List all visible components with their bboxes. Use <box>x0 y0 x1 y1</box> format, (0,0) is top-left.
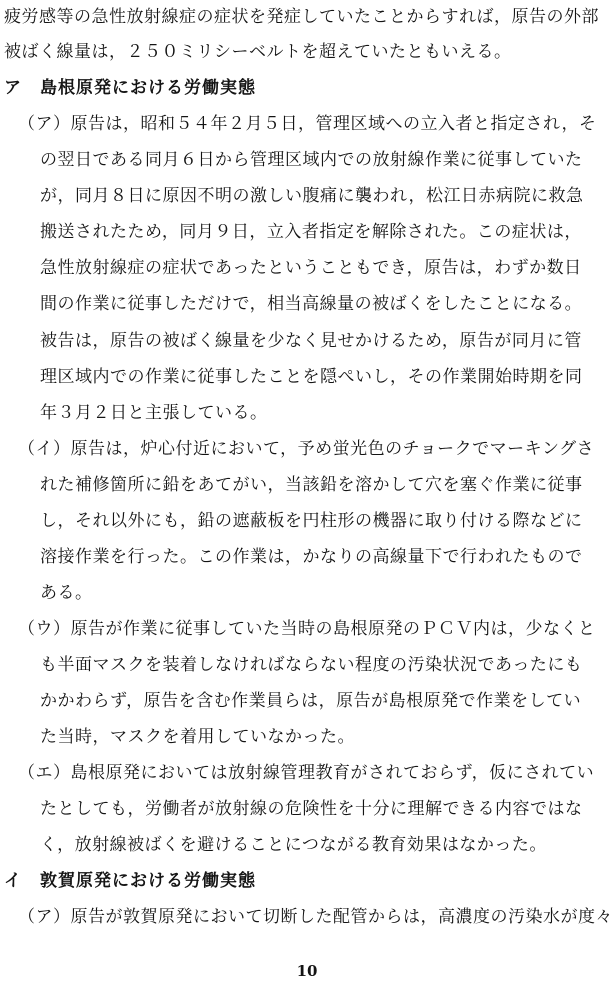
text-line: 理区域内での作業に従事したことを隠ぺいし，その作業開始時期を同 <box>40 367 583 387</box>
text-line: も半面マスクを装着しなければならない程度の汚染状況であったにも <box>40 655 583 675</box>
text-line: 被告は，原告の被ばく線量を少なく見せかけるため，原告が同月に管 <box>40 331 582 351</box>
section-heading: ア 島根原発における労働実態 <box>4 78 256 98</box>
text-line: ある。 <box>40 583 93 603</box>
text-line: （ウ）原告が作業に従事していた当時の島根原発のＰＣＶ内は，少なくと <box>18 619 596 639</box>
text-line: く，放射線被ばくを避けることにつながる教育効果はなかった。 <box>40 835 547 855</box>
text-line: かかわらず，原告を含む作業員らは，原告が島根原発で作業をしてい <box>40 691 582 711</box>
text-line: （エ）島根原発においては放射線管理教育がされておらず，仮にされてい <box>18 763 595 783</box>
text-line: 被ばく線量は，２５０ミリシーベルトを超えていたともいえる。 <box>4 42 512 62</box>
section-heading: イ 敦賀原発における労働実態 <box>4 871 256 891</box>
text-line: 間の作業に従事しただけで，相当高線量の被ばくをしたことになる。 <box>40 294 583 314</box>
text-line: たとしても，労働者が放射線の危険性を十分に理解できる内容ではな <box>40 799 583 819</box>
text-line: 溶接作業を行った。この作業は，かなりの高線量下で行われたもので <box>40 547 583 567</box>
text-line: 年３月２日と主張している。 <box>40 403 268 423</box>
page-number: 10 <box>296 962 318 980</box>
text-line: の翌日である同月６日から管理区域内での放射線作業に従事していた <box>40 150 583 170</box>
text-line: れた補修箇所に鉛をあてがい，当該鉛を溶かして穴を塞ぐ作業に従事 <box>40 475 583 495</box>
text-line: 疲労感等の急性放射線症の症状を発症していたことからすれば，原告の外部 <box>4 7 599 27</box>
text-line: た当時，マスクを着用していなかった。 <box>40 727 355 747</box>
text-line: （ア）原告は，昭和５４年２月５日，管理区域への立入者と指定され，そ <box>18 114 597 134</box>
text-line: が，同月８日に原因不明の激しい腹痛に襲われ，松江日赤病院に救急 <box>40 186 584 206</box>
text-line: し，それ以外にも，鉛の遮蔽板を円柱形の機器に取り付ける際などに <box>40 511 583 531</box>
text-line: 搬送されたため，同月９日，立入者指定を解除された。この症状は， <box>40 222 582 242</box>
text-line: 急性放射線症の症状であったということもでき，原告は，わずか数日 <box>40 258 582 278</box>
text-line: （ア）原告が敦賀原発において切断した配管からは，高濃度の汚染水が度々 <box>18 907 613 927</box>
text-line: （イ）原告は，炉心付近において，予め蛍光色のチョークでマーキングさ <box>18 439 595 459</box>
